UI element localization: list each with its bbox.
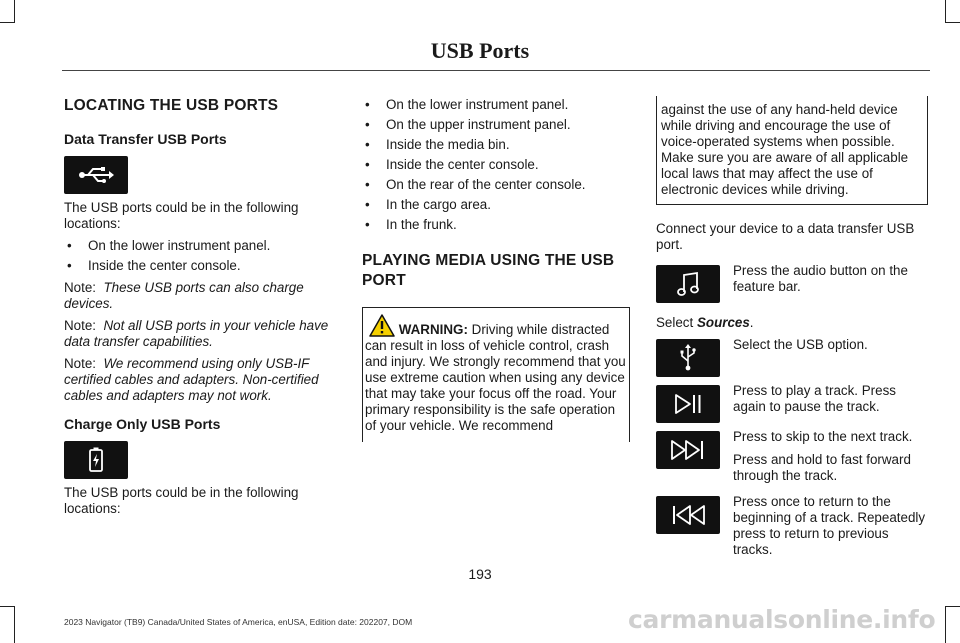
list-item: • On the rear of the center console. (362, 177, 630, 193)
column-3 (656, 98, 928, 558)
list-item: • On the lower instrument panel. (64, 238, 342, 254)
warning-text: Driving while distracted can result in loss of vehicle control, crash and injury. We strongly recommend that you use extreme caution when using any device that may take your focus off the road. Your primary responsibility is the safe operation of your vehicle. We recommend (365, 322, 626, 433)
column-2 (362, 97, 630, 442)
header-rule (62, 70, 930, 71)
column-1 (64, 96, 342, 517)
watermark: carmanualsonline.info (628, 605, 936, 634)
crop-mark (945, 606, 960, 607)
edition-footer: 2023 Navigator (TB9) Canada/United States of America, enUSA, Edition date: 202207, DOM (64, 617, 413, 627)
play-pause-step: Press to play a track. Press again to pause the track. (656, 385, 928, 423)
crop-mark (14, 0, 15, 22)
page-title: USB Ports (430, 38, 530, 63)
data-transfer-subheading: Data Transfer USB Ports (64, 131, 227, 147)
note: Note: We recommend using only USB-IF certified cables and adapters. Non-certified cables and adapters may not work. (64, 356, 319, 403)
locations-intro: The USB ports could be in the following locations: (64, 200, 299, 231)
list-item: • In the cargo area. (362, 197, 630, 213)
skip-forward-icon (656, 431, 720, 469)
crop-mark (0, 606, 15, 607)
battery-charge-icon (64, 441, 128, 479)
warning-continued-box (656, 96, 928, 205)
select-sources-instruction: Select Sources. (656, 315, 754, 330)
warning-icon (369, 314, 395, 337)
crop-mark (14, 606, 15, 643)
warning-continued-text: against the use of any hand-held device while driving and encourage the use of voice-operated systems when possible. Make sure you are aware of all applicable local laws that may affect the use of electronic devices while driving. (661, 102, 909, 197)
list-item: • Inside the center console. (64, 258, 342, 274)
music-note-icon (656, 265, 720, 303)
crop-mark (945, 22, 960, 23)
audio-step: Press the audio button on the feature bar. (656, 265, 928, 303)
warning-box (362, 307, 630, 442)
note: Note: Not all USB ports in your vehicle have data transfer capabilities. (64, 318, 329, 349)
list-item: • In the frunk. (362, 217, 630, 233)
warning-label: WARNING: (398, 322, 468, 337)
playing-media-heading: PLAYING MEDIA USING THE USB PORT (362, 252, 615, 289)
skip-back-step: Press once to return to the beginning of a track. Repeatedly press to return to previous tracks. (656, 496, 928, 558)
list-item: • On the upper instrument panel. (362, 117, 630, 133)
crop-mark (945, 606, 946, 643)
page-number: 193 (468, 566, 492, 582)
skip-back-icon (656, 496, 720, 534)
usb-icon (656, 339, 720, 377)
crop-mark (945, 0, 946, 22)
play-pause-icon (656, 385, 720, 423)
skip-step: Press to skip to the next track. Press and hold to fast forward through the track. (656, 431, 928, 484)
usb-option-step: Select the USB option. (656, 339, 928, 377)
usb-icon (64, 156, 128, 194)
connect-instruction: Connect your device to a data transfer USB port. (656, 221, 915, 252)
charge-only-subheading: Charge Only USB Ports (64, 416, 221, 432)
list-item: • On the lower instrument panel. (362, 97, 630, 113)
locations-intro: The USB ports could be in the following locations: (64, 485, 299, 516)
list-item: • Inside the center console. (362, 157, 630, 173)
crop-mark (0, 22, 15, 23)
list-item: • Inside the media bin. (362, 137, 630, 153)
note: Note: These USB ports can also charge devices. (64, 280, 304, 311)
locating-heading: LOCATING THE USB PORTS (64, 97, 279, 114)
